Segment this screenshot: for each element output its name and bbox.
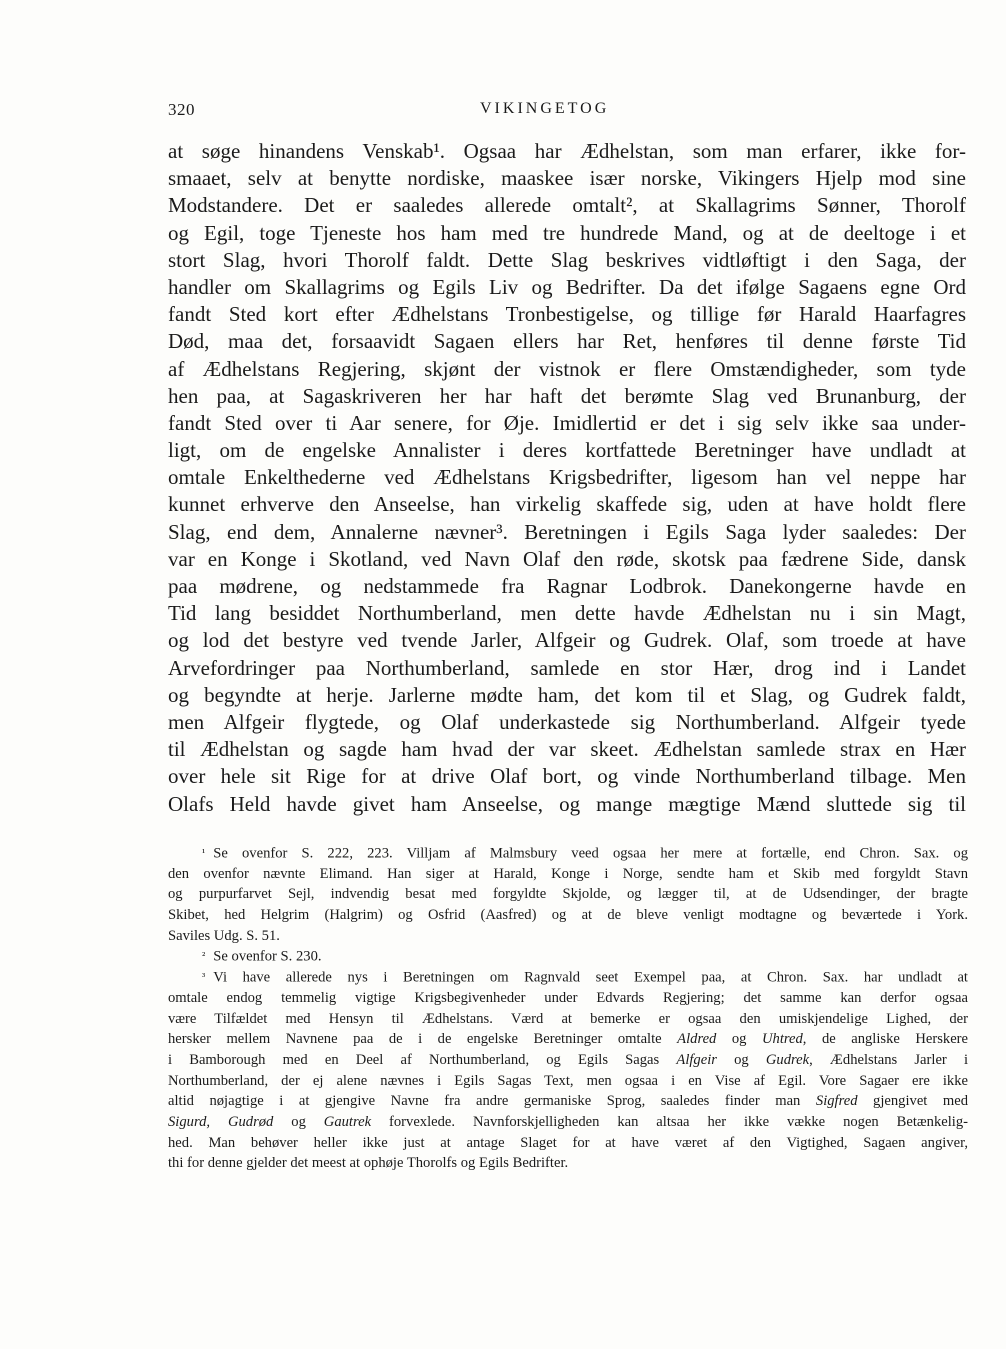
body-line: fandt Sted over ti Aar senere, for Øje. Imidlertid er det i sig selv ikke saa under- <box>168 410 966 435</box>
footnote-1-mark: ¹ <box>202 847 206 859</box>
footnote-3-line: være Tilfældet med Hensyn til Ædhelstans. Værd at bemerke er ogsaa den umiskjendelige Lighed, der <box>168 1010 968 1027</box>
body-line: at søge hinandens Venskab¹. Ogsaa har Ædhelstan, som man erfarer, ikke for- <box>168 139 966 163</box>
body-line: kunnet erhverve den Anseelse, han virkelig skaffede sig, uden at have holdt flere <box>168 492 966 517</box>
name-gudrod: Gudrød <box>227 1113 274 1130</box>
footnote-3-line: omtale endog temmelig vigtige Krigsbegivenheder under Edvards Regjering; det samme kan derfor ogsaa <box>168 989 968 1006</box>
name-sigfred: Sigfred <box>815 1093 858 1110</box>
body-line: omtale Enkelthederne ved Ædhelstans Krigsbedrifter, ligesom han vel neppe har <box>168 465 966 490</box>
body-line: over hele sit Rige for at drive Olaf bort, og vinde Northumberland tilbage. Men <box>168 764 966 789</box>
footnote-3-text: forvexlede. Navnforskjelligheden kan altsaa her ikke vække nogen Betænkelig- <box>389 1113 968 1130</box>
name-uhtred: Uhtred <box>761 1031 803 1048</box>
footnote-3-text: , de angliske Herskere <box>802 1031 969 1048</box>
footnote-3-text: , Ædhelstans Jarler i <box>809 1051 969 1068</box>
running-head: VIKINGETOG <box>480 100 610 117</box>
body-line: ligt, om de engelske Annalister i deres kortfattede Beretninger have undladt at <box>168 438 966 463</box>
body-line: paa mødrene, og nedstammede fra Ragnar Lodbrok. Danekongerne havde en <box>168 574 966 598</box>
footnote-1-line: Saviles Udg. S. 51. <box>168 927 280 944</box>
body-line: var en Konge i Skotland, ved Navn Olaf den røde, skotsk paa fædrene Side, dansk <box>168 546 966 571</box>
footnote-2-text: Se ovenfor S. 230. <box>213 949 322 966</box>
body-line: stort Slag, hvori Thorolf faldt. Dette Slag beskrives vidtløftigt i den Saga, der <box>168 247 966 272</box>
name-sigurd: Sigurd, <box>168 1113 211 1130</box>
footnote-1-text: Se ovenfor S. 222, 223. Villjam af Malmsbury veed ogsaa her mere at fortælle, end Chron. Sax. og <box>213 845 968 862</box>
body-line: Slag, end dem, Annalerne nævner³. Beretningen i Egils Saga lyder saaledes: Der <box>168 519 966 544</box>
name-gudrek: Gudrek <box>765 1051 810 1068</box>
footnote-3-text: og <box>734 1051 749 1068</box>
name-gautrek: Gautrek <box>323 1113 372 1130</box>
footnote-3-line: Northumberland, der ej alene nævnes i Egils Sagas Text, men ogsaa i en Vise af Egil. Vore Sagaer ere ikke <box>168 1072 968 1089</box>
footnote-2-line <box>168 946 968 967</box>
name-alfgeir: Alfgeir <box>676 1051 717 1068</box>
body-line: Tid lang besiddet Northumberland, men dette havde Ædhelstan nu i sin Magt, <box>168 601 966 626</box>
footnote-3-line <box>168 1112 968 1133</box>
name-aldred: Aldred <box>677 1031 717 1048</box>
page-number: 320 <box>168 100 195 119</box>
footnote-3-text: og <box>291 1113 306 1130</box>
footnote-2-mark: ² <box>202 950 206 963</box>
body-line: smaaet, selv at benytte nordiske, maaskee især norske, Vikingers Hjelp mod sine <box>168 166 966 191</box>
footnote-3-text: hersker mellem Navnene paa de i de engelske Beretninger omtalte <box>168 1031 662 1048</box>
footnote-3-text: Vi have allerede nys i Beretningen om Ragnvald seet Exempel paa, at Chron. Sax. har undladt at <box>213 969 968 986</box>
body-line: Modstandere. Det er saaledes allerede omtalt², at Skallagrims Sønner, Thorolf <box>168 193 966 218</box>
footnotes <box>168 843 968 1174</box>
footnote-3-mark: ³ <box>202 971 206 984</box>
body-line: Arvefordringer paa Northumberland, samlede en stor Hær, drog ind i Landet <box>168 655 966 680</box>
body-text <box>168 138 966 818</box>
body-line: og Egil, toge Tjeneste hos ham med tre hundrede Mand, og at de deeltoge i et <box>168 220 966 245</box>
footnote-3-text: altid nøjagtige i at gjengive Navne fra andre germaniske Sprog, saaledes finder man <box>168 1093 801 1110</box>
footnote-3-line <box>168 967 968 988</box>
body-line: hen paa, at Sagaskriveren her har haft det berømte Slag ved Brunanburg, der <box>168 383 966 408</box>
footnote-3-line <box>168 1050 968 1071</box>
footnote-1-line: Skibet, hed Helgrim (Halgrim) og Osfrid (Aasfred) og at de bleve venligt modtagne og beværtede i York. <box>168 907 968 924</box>
body-line: fandt Sted kort efter Ædhelstans Tronbestigelse, og tillige før Harald Haarfagres <box>168 302 966 327</box>
footnote-3-line: thi for denne gjelder det meest at ophøje Thorolfs og Egils Bedrifter. <box>168 1155 569 1172</box>
body-line: og begyndte at herje. Jarlerne mødte ham, det kom til et Slag, og Gudrek faldt, <box>168 682 966 707</box>
body-line: handler om Skallagrims og Egils Liv og Bedrifter. Da det ifølge Sagaens egne Ord <box>168 274 966 299</box>
footnote-3-line: hed. Man behøver heller ikke just at antage Slaget for at have været af den Vigtighed, Sagaen angiver, <box>168 1134 968 1151</box>
footnote-3-line <box>168 1029 968 1050</box>
footnote-3-text: og <box>731 1031 747 1048</box>
footnote-3-line <box>168 1091 968 1112</box>
footnote-3-text: i Bamborough med en Deel af Northumberland, og Egils Sagas <box>168 1051 660 1068</box>
body-line: og lod det bestyre ved tvende Jarler, Alfgeir og Gudrek. Olaf, som troede at have <box>168 628 966 653</box>
footnote-3-text: gjengivet med <box>873 1093 968 1110</box>
footnote-1-line: den ovenfor nævnte Elimand. Han siger at Harald, Konge i Norge, sendte ham et Skib med forgyldt Stavn <box>168 865 968 882</box>
footnote-1-line <box>168 843 968 864</box>
body-line: af Ædhelstans Regjering, skjønt der vistnok er flere Omstændigheder, som tyde <box>168 356 966 381</box>
page-header <box>168 100 968 124</box>
body-line: Olafs Held havde givet ham Anseelse, og mange mægtige Mænd sluttede sig til <box>168 791 966 816</box>
body-line: men Alfgeir flygtede, og Olaf underkastede sig Northumberland. Alfgeir tyede <box>168 709 966 734</box>
body-line: Død, maa det, forsaavidt Sagaen ellers har Ret, henføres til denne første Tid <box>168 329 966 354</box>
body-line: til Ædhelstan og sagde ham hvad der var skeet. Ædhelstan samlede strax en Hær <box>168 737 966 762</box>
footnote-1-line: og purpurfarvet Sejl, indvendig besat med forgyldte Skjolde, og lægger til, at de Udsendinger, der bragte <box>168 886 968 903</box>
